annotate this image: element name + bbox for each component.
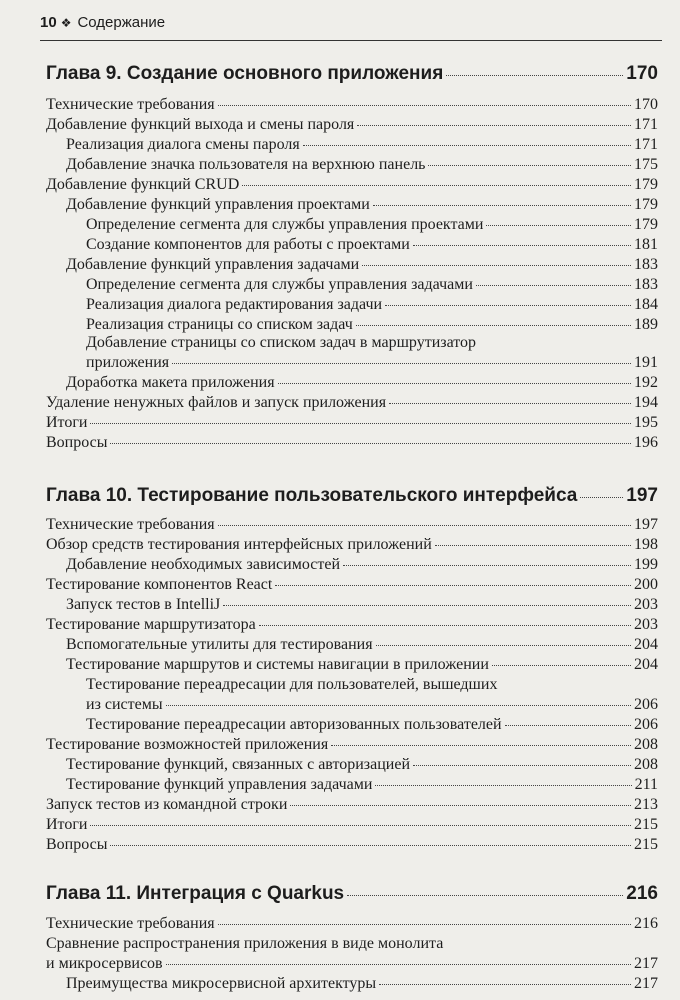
- toc-entry[interactable]: Тестирование функций управления задачами 211: [66, 776, 658, 793]
- dot-leader: [446, 75, 623, 76]
- toc-entry-line1[interactable]: Добавление страницы со списком задач в маршрутизатор: [86, 334, 477, 351]
- toc-chapter-title: Глава 10. Тестирование пользовательского интерфейса: [46, 485, 578, 506]
- toc-entry[interactable]: Реализация диалога редактирования задачи 184: [86, 296, 658, 313]
- page-number: 10: [40, 14, 57, 31]
- toc-entry[interactable]: Определение сегмента для службы управления задачами 183: [86, 276, 658, 293]
- header-rule: [40, 40, 662, 41]
- toc-entry[interactable]: Удаление ненужных файлов и запуск приложения 194: [46, 394, 658, 411]
- toc-entry[interactable]: Вспомогательные утилиты для тестирования 204: [66, 636, 658, 653]
- toc-entry[interactable]: Создание компонентов для работы с проектами 181: [86, 236, 658, 253]
- toc-entry[interactable]: Добавление функций CRUD 179: [46, 176, 658, 193]
- toc-entry[interactable]: Обзор средств тестирования интерфейсных приложений 198: [46, 536, 658, 553]
- toc-entry[interactable]: Доработка макета приложения 192: [66, 374, 658, 391]
- toc-entry[interactable]: Итоги 195: [46, 414, 658, 431]
- toc-entry[interactable]: Добавление функций управления задачами 183: [66, 256, 658, 273]
- diamond-ornament-icon: ❖: [60, 16, 72, 30]
- toc-entry[interactable]: Преимущества микросервисной архитектуры 217: [66, 975, 658, 992]
- dot-leader: [580, 497, 623, 498]
- toc-entry[interactable]: Добавление значка пользователя на верхнюю панель 175: [66, 156, 658, 173]
- toc-entry-line1[interactable]: Тестирование переадресации для пользователей, вышедших: [86, 676, 498, 693]
- toc-entry[interactable]: Тестирование компонентов React 200: [46, 576, 658, 593]
- toc-page: 197: [626, 485, 658, 506]
- toc-entry-line1[interactable]: Сравнение распространения приложения в виде монолита: [46, 935, 444, 952]
- toc-entry[interactable]: из системы 206: [86, 696, 658, 713]
- toc-entry[interactable]: Запуск тестов в IntelliJ 203: [66, 596, 658, 613]
- toc-chapter-title: Глава 11. Интеграция с Quarkus: [46, 883, 345, 904]
- toc-entry[interactable]: Тестирование маршрутизатора 203: [46, 616, 658, 633]
- toc-entry[interactable]: Тестирование возможностей приложения 208: [46, 736, 658, 753]
- toc-entry[interactable]: Технические требования 170: [46, 96, 658, 113]
- toc-chapter-title: Глава 9. Создание основного приложения: [46, 63, 444, 84]
- toc-entry[interactable]: Вопросы 215: [46, 836, 658, 853]
- section-title: Содержание: [77, 14, 166, 31]
- toc-entry[interactable]: Технические требования 197: [46, 516, 658, 533]
- dot-leader: [347, 895, 623, 896]
- toc-entry[interactable]: Итоги 215: [46, 816, 658, 833]
- toc-entry[interactable]: Реализация диалога смены пароля 171: [66, 136, 658, 153]
- toc-page: 216: [626, 883, 658, 904]
- toc-chapter-11[interactable]: [46, 882, 658, 906]
- toc-entry[interactable]: Технические требования 216: [46, 915, 658, 932]
- toc-chapter-10[interactable]: [46, 484, 658, 508]
- toc-entry[interactable]: Вопросы 196: [46, 434, 658, 451]
- toc-page: 170: [626, 63, 658, 84]
- toc-entry[interactable]: Тестирование функций, связанных с авторизацией 208: [66, 756, 658, 773]
- toc-entry[interactable]: Тестирование переадресации авторизованных пользователей 206: [86, 716, 658, 733]
- toc-entry[interactable]: и микросервисов 217: [46, 955, 658, 972]
- toc-entry[interactable]: Добавление необходимых зависимостей 199: [66, 556, 658, 573]
- toc-entry[interactable]: Реализация страницы со списком задач 189: [86, 316, 658, 333]
- toc-entry[interactable]: Тестирование маршрутов и системы навигации в приложении 204: [66, 656, 658, 673]
- toc-entry[interactable]: Добавление функций управления проектами 179: [66, 196, 658, 213]
- page-header: [40, 12, 660, 38]
- toc-chapter-9[interactable]: [46, 62, 658, 86]
- toc-entry[interactable]: приложения 191: [86, 354, 658, 371]
- toc-entry[interactable]: Добавление функций выхода и смены пароля 171: [46, 116, 658, 133]
- toc-entry[interactable]: Определение сегмента для службы управления проектами 179: [86, 216, 658, 233]
- toc-entry[interactable]: Запуск тестов из командной строки 213: [46, 796, 658, 813]
